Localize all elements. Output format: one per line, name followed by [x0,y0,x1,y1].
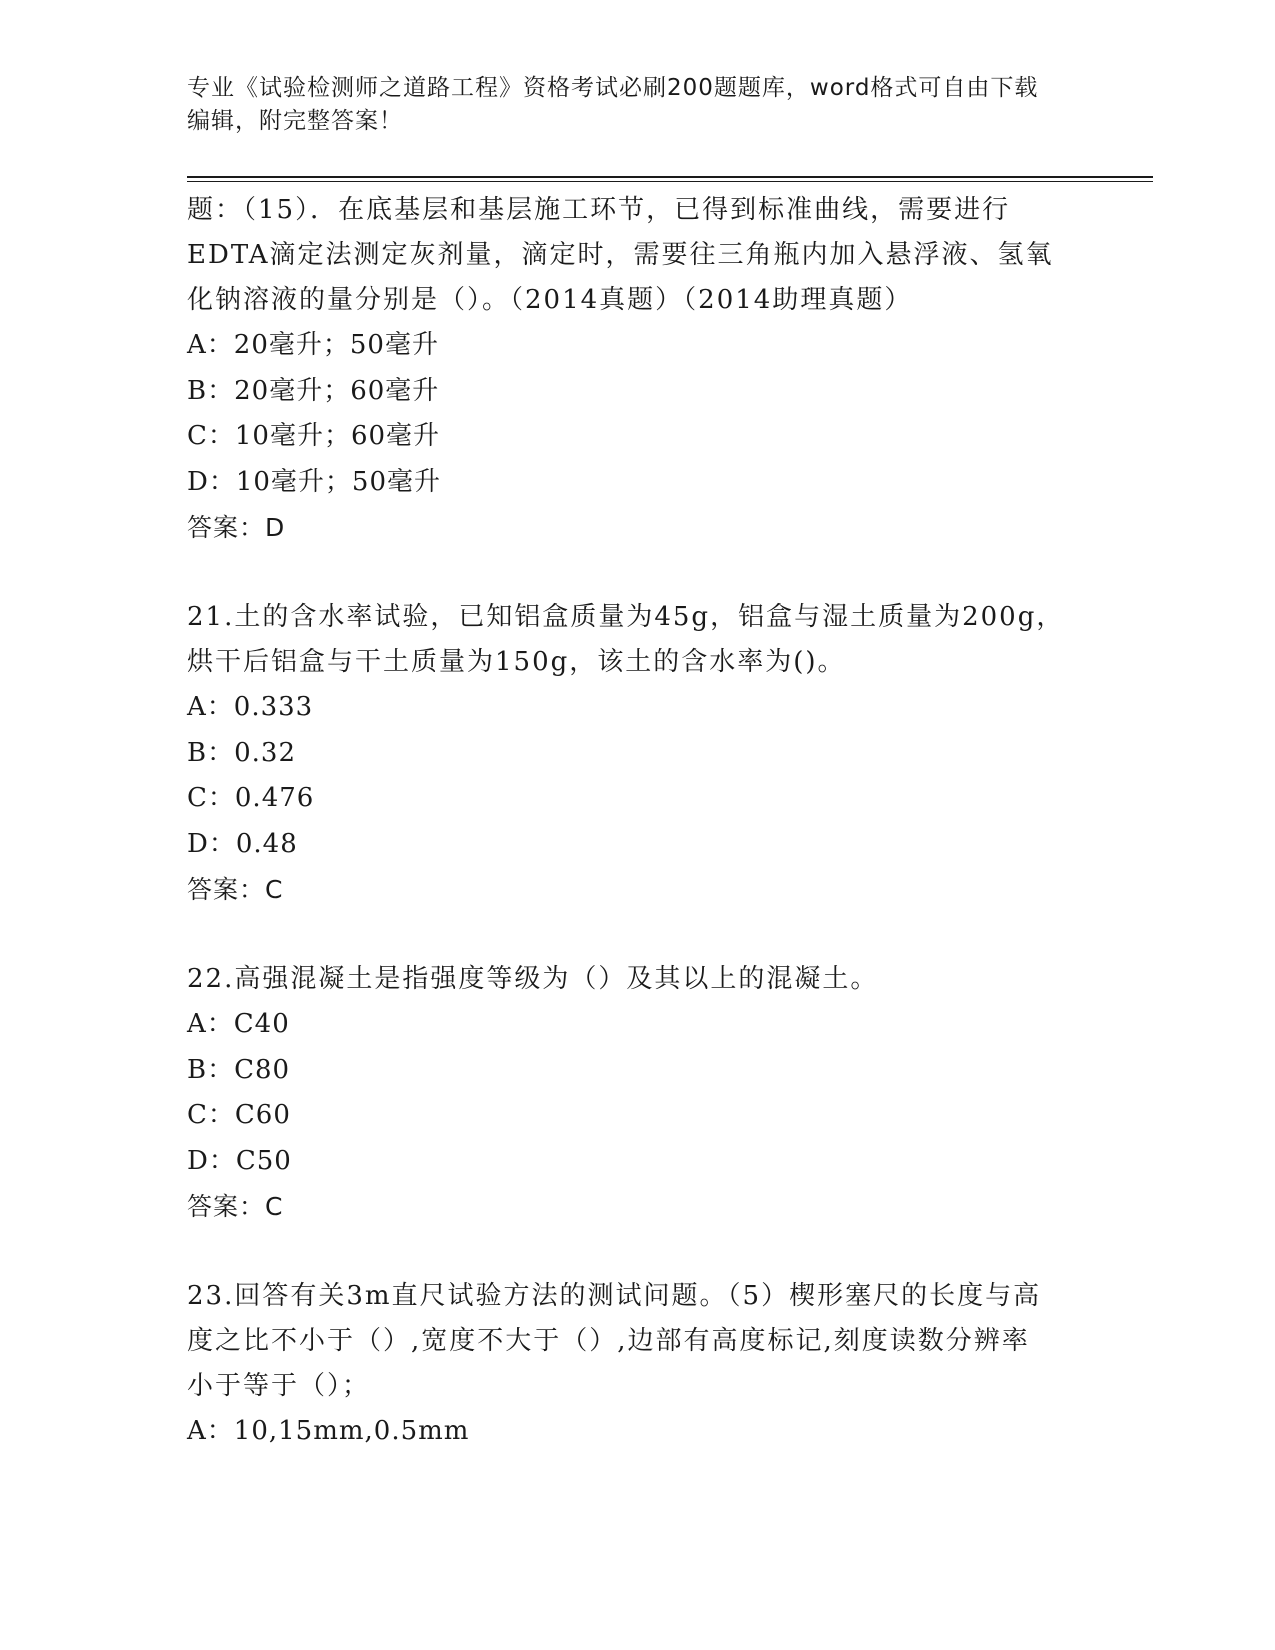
header-line-1: 专业《试验检测师之道路工程》资格考试必刷200题题库，word格式可自由下载 [187,75,1039,101]
spacer [187,550,1087,595]
question-22 [187,957,1087,1229]
option-a: A：10,15mm,0.5mm [187,1416,470,1446]
option-c: C：10毫升；60毫升 [187,421,441,451]
option-a: A：0.333 [187,692,314,722]
question-stem-line: 21.土的含水率试验，已知铝盒质量为45g，铝盒与湿土质量为200g， [187,602,1065,632]
answer-line: 答案：C [187,875,284,904]
question-23 [187,1274,1087,1455]
question-15 [187,188,1087,550]
question-stem-line: 烘干后铝盒与干土质量为150g，该土的含水率为()。 [187,647,846,677]
option-b: B：20毫升；60毫升 [187,375,440,406]
option-b: B：C80 [187,1054,291,1085]
question-stem-line: 小于等于（）； [187,1371,371,1401]
question-21 [187,595,1087,912]
option-a: A：20毫升；50毫升 [187,330,439,360]
question-stem-line: 度之比不小于（）,宽度不大于（）,边部有高度标记,刻度读数分辨率 [187,1326,1030,1356]
question-stem-line: EDTA滴定法测定灰剂量，滴定时，需要往三角瓶内加入悬浮液、氢氧 [187,240,1054,270]
question-list [187,188,1087,1455]
question-stem-line: 22.高强混凝土是指强度等级为（）及其以上的混凝土。 [187,964,879,994]
option-c: C：C60 [187,1100,291,1130]
question-stem-line: 23.回答有关3m直尺试验方法的测试问题。（5）楔形塞尺的长度与高 [187,1281,1042,1311]
question-stem-line: 化钠溶液的量分别是（）。（2014真题）（2014助理真题） [187,285,913,315]
page-header [187,72,1067,138]
option-d: D：C50 [187,1145,292,1176]
header-rule-thick [187,176,1153,178]
option-a: A：C40 [187,1009,290,1039]
spacer [187,1229,1087,1274]
header-rule-thin [187,181,1153,182]
option-d: D：0.48 [187,828,298,859]
answer-line: 答案：D [187,513,286,542]
spacer [187,912,1087,957]
option-c: C：0.476 [187,783,315,813]
answer-line: 答案：C [187,1192,284,1221]
question-stem-line: 题：（15）．在底基层和基层施工环节，已得到标准曲线，需要进行 [187,195,1011,225]
option-b: B：0.32 [187,737,296,768]
option-d: D：10毫升；50毫升 [187,466,442,497]
header-line-2: 编辑，附完整答案！ [187,108,403,134]
